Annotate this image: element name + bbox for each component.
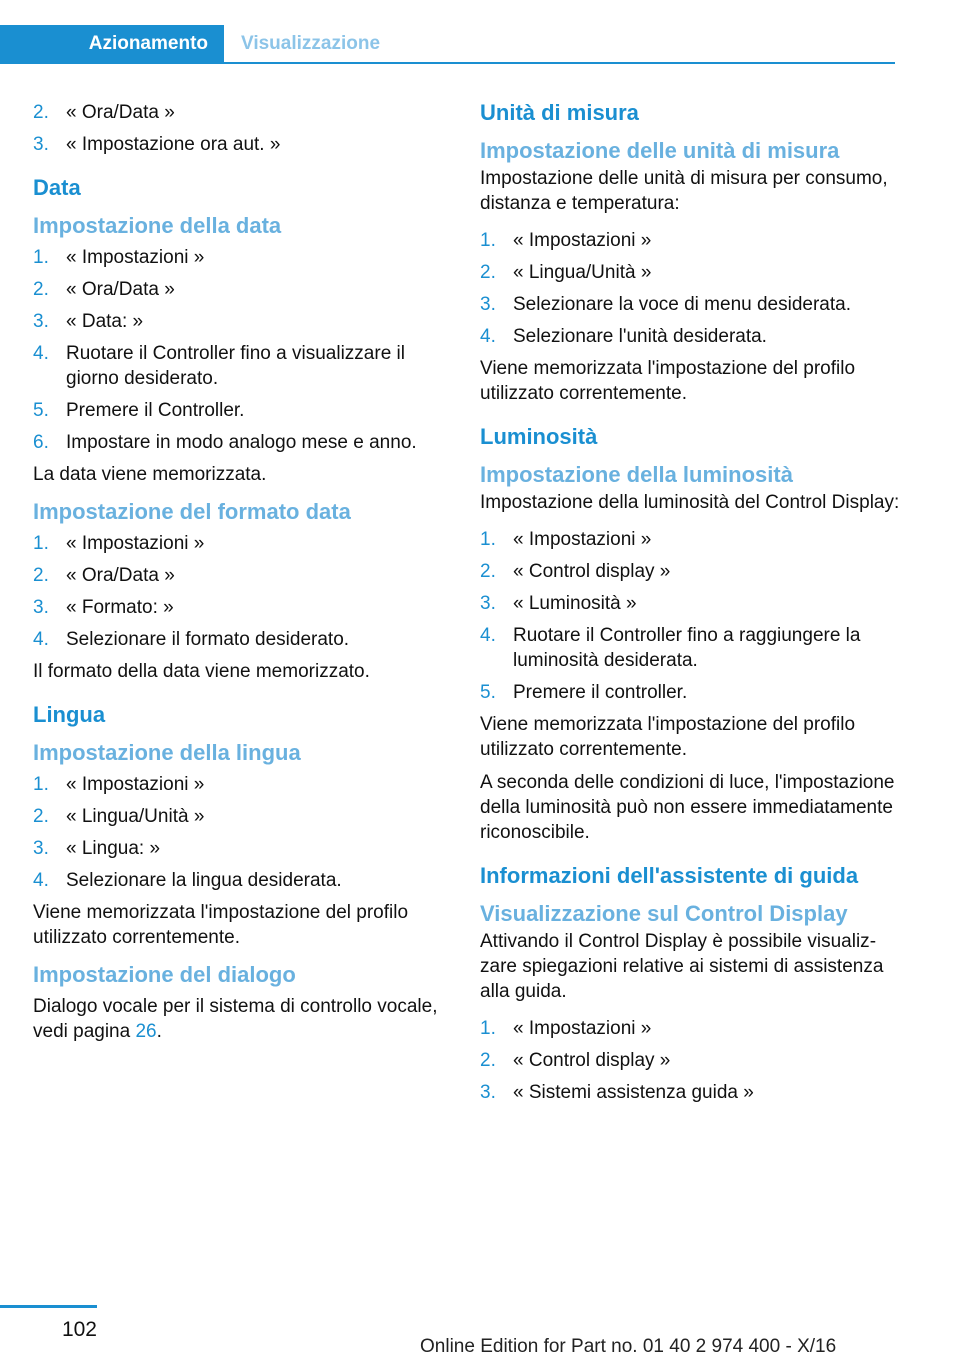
list-item <box>480 324 900 349</box>
step-number: 4. <box>33 870 49 891</box>
step-number: 3. <box>33 134 49 155</box>
step-number: 5. <box>33 400 49 421</box>
subsection-title-dialogo: Impostazione del dialogo <box>33 962 296 987</box>
list-item <box>33 100 463 125</box>
list-item <box>480 1080 900 1105</box>
dialog-text: Dialogo vocale per il sistema di controllo vocale, vedi pagina <box>33 996 438 1042</box>
list-item <box>480 623 900 673</box>
step-number: 2. <box>33 102 49 123</box>
step-number: 3. <box>33 311 49 332</box>
intro-steps <box>33 100 463 157</box>
subsection-title-formato-data: Impostazione del formato data <box>33 499 351 524</box>
section-title-assistente: Informazioni dell'assistente di guida <box>480 863 859 888</box>
step-number: 1. <box>33 247 49 268</box>
step-text: « Luminosità » <box>513 593 637 614</box>
subsection-title-unita: Impostazione delle unità di misura <box>480 138 840 163</box>
step-number: 2. <box>480 561 496 582</box>
step-text: « Formato: » <box>66 597 174 618</box>
step-number: 4. <box>480 326 496 347</box>
step-text: Premere il Controller. <box>66 400 245 421</box>
step-number: 4. <box>33 343 49 364</box>
list-item <box>480 527 900 552</box>
step-text: Selezionare la voce di menu desiderata. <box>513 294 851 315</box>
step-number: 1. <box>33 533 49 554</box>
step-text: Selezionare l'unità desiderata. <box>513 326 767 347</box>
section-title-lingua: Lingua <box>33 702 106 727</box>
list-item <box>480 680 900 705</box>
list-item <box>33 868 463 893</box>
intro-assistente: Attivando il Control Display è possibile visualizzare spiegazioni relative ai sistemi di assistenza alla guida. <box>480 931 884 1002</box>
step-text: « Control display » <box>513 561 671 582</box>
list-item <box>33 245 463 270</box>
steps-assistente <box>480 1016 900 1105</box>
step-text: « Ora/Data » <box>66 279 175 300</box>
dialog-end: . <box>156 1021 162 1042</box>
step-text: Selezionare il formato desiderato. <box>66 629 350 650</box>
list-item <box>480 260 900 285</box>
step-text: « Impostazione ora aut. » <box>66 134 281 155</box>
step-text: Impostare in modo analogo mese e anno. <box>66 432 417 453</box>
step-text: « Lingua: » <box>66 838 161 859</box>
list-item <box>33 398 463 423</box>
step-text: « Sistemi assistenza guida » <box>513 1082 754 1103</box>
step-text: Ruotare il Controller fino a raggiungere la luminosità desiderata. <box>513 625 861 671</box>
step-text: Premere il controller. <box>513 682 688 703</box>
section-title-luminosita: Luminosità <box>480 424 598 449</box>
subsection-title-luminosita: Impostazione della luminosità <box>480 462 793 487</box>
step-text: « Data: » <box>66 311 144 332</box>
step-text: « Impostazioni » <box>66 533 205 554</box>
list-item <box>33 563 463 588</box>
note-luminosita-condizioni: A seconda delle condizioni di luce, l'impostazione della luminosità può non essere immediatamente riconoscibile. <box>480 772 895 843</box>
list-item <box>480 292 900 317</box>
step-number: 3. <box>33 838 49 859</box>
list-item <box>33 627 463 652</box>
list-item <box>33 277 463 302</box>
page-header <box>0 25 895 64</box>
subsection-title-impostazione-lingua: Impostazione della lingua <box>33 740 301 765</box>
step-number: 5. <box>480 682 496 703</box>
intro-luminosita: Impostazione della luminosità del Control Display: <box>480 492 900 513</box>
note-luminosita-profilo: Viene memorizzata l'impostazione del profilo utilizzato correntemente. <box>480 714 856 760</box>
step-number: 2. <box>480 262 496 283</box>
list-item <box>480 559 900 584</box>
list-item <box>33 595 463 620</box>
steps-formato-data <box>33 531 463 652</box>
list-item <box>33 132 463 157</box>
step-number: 3. <box>480 593 496 614</box>
step-text: Selezionare la lingua desiderata. <box>66 870 342 891</box>
step-text: « Lingua/Unità » <box>66 806 205 827</box>
dialog-paragraph <box>33 994 463 1044</box>
page-number: 102 <box>61 1318 97 1341</box>
step-number: 3. <box>33 597 49 618</box>
step-number: 2. <box>480 1050 496 1071</box>
step-number: 1. <box>480 529 496 550</box>
note-lingua-profilo: Viene memorizzata l'impostazione del profilo utilizzato correntemente. <box>33 902 409 948</box>
list-item <box>33 341 463 391</box>
steps-luminosita <box>480 527 900 705</box>
step-text: « Impostazioni » <box>66 247 205 268</box>
step-text: « Impostazioni » <box>513 529 652 550</box>
edition-footer: Online Edition for Part no. 01 40 2 974 400 - X/16 <box>420 1336 837 1357</box>
list-item <box>33 836 463 861</box>
step-number: 1. <box>480 1018 496 1039</box>
step-number: 2. <box>33 806 49 827</box>
list-item <box>33 309 463 334</box>
page-link-26[interactable]: 26 <box>135 1021 157 1042</box>
step-number: 1. <box>33 774 49 795</box>
section-tab-visualizzazione[interactable]: Visualizzazione <box>241 33 381 54</box>
list-item <box>480 591 900 616</box>
note-formato-memorizzato: Il formato della data viene memorizzato. <box>33 661 370 682</box>
step-text: « Ora/Data » <box>66 102 175 123</box>
subsection-title-impostazione-data: Impostazione della data <box>33 213 282 238</box>
intro-unita: Impostazione delle unità di misura per consumo, distanza e temperatura: <box>480 168 888 214</box>
step-number: 3. <box>480 294 496 315</box>
step-text: « Impostazioni » <box>66 774 205 795</box>
step-number: 6. <box>33 432 49 453</box>
step-text: Ruotare il Controller fino a visualizzare il giorno desiderato. <box>66 343 405 389</box>
section-title-data: Data <box>33 175 81 200</box>
list-item <box>33 531 463 556</box>
step-text: « Impostazioni » <box>513 1018 652 1039</box>
right-column <box>480 100 900 1112</box>
step-number: 4. <box>480 625 496 646</box>
list-item <box>33 430 463 455</box>
list-item <box>33 804 463 829</box>
subsection-title-control-display: Visualizzazione sul Control Display <box>480 901 848 926</box>
step-text: « Ora/Data » <box>66 565 175 586</box>
step-number: 2. <box>33 279 49 300</box>
list-item <box>480 1048 900 1073</box>
note-data-memorizzata: La data viene memorizzata. <box>33 464 267 485</box>
section-title-unita: Unità di misura <box>480 100 639 125</box>
step-number: 3. <box>480 1082 496 1103</box>
note-unita-profilo: Viene memorizzata l'impostazione del profilo utilizzato correntemente. <box>480 358 856 404</box>
steps-impostazione-data <box>33 245 463 455</box>
step-text: « Impostazioni » <box>513 230 652 251</box>
list-item <box>480 1016 900 1041</box>
step-number: 1. <box>480 230 496 251</box>
list-item <box>480 228 900 253</box>
footer-rule <box>0 1305 97 1308</box>
section-tab-azionamento[interactable]: Azionamento <box>0 25 224 62</box>
list-item <box>33 772 463 797</box>
step-text: « Control display » <box>513 1050 671 1071</box>
left-column <box>33 100 463 1052</box>
step-number: 4. <box>33 629 49 650</box>
steps-impostazione-lingua <box>33 772 463 893</box>
steps-unita <box>480 228 900 349</box>
step-text: « Lingua/Unità » <box>513 262 652 283</box>
step-number: 2. <box>33 565 49 586</box>
